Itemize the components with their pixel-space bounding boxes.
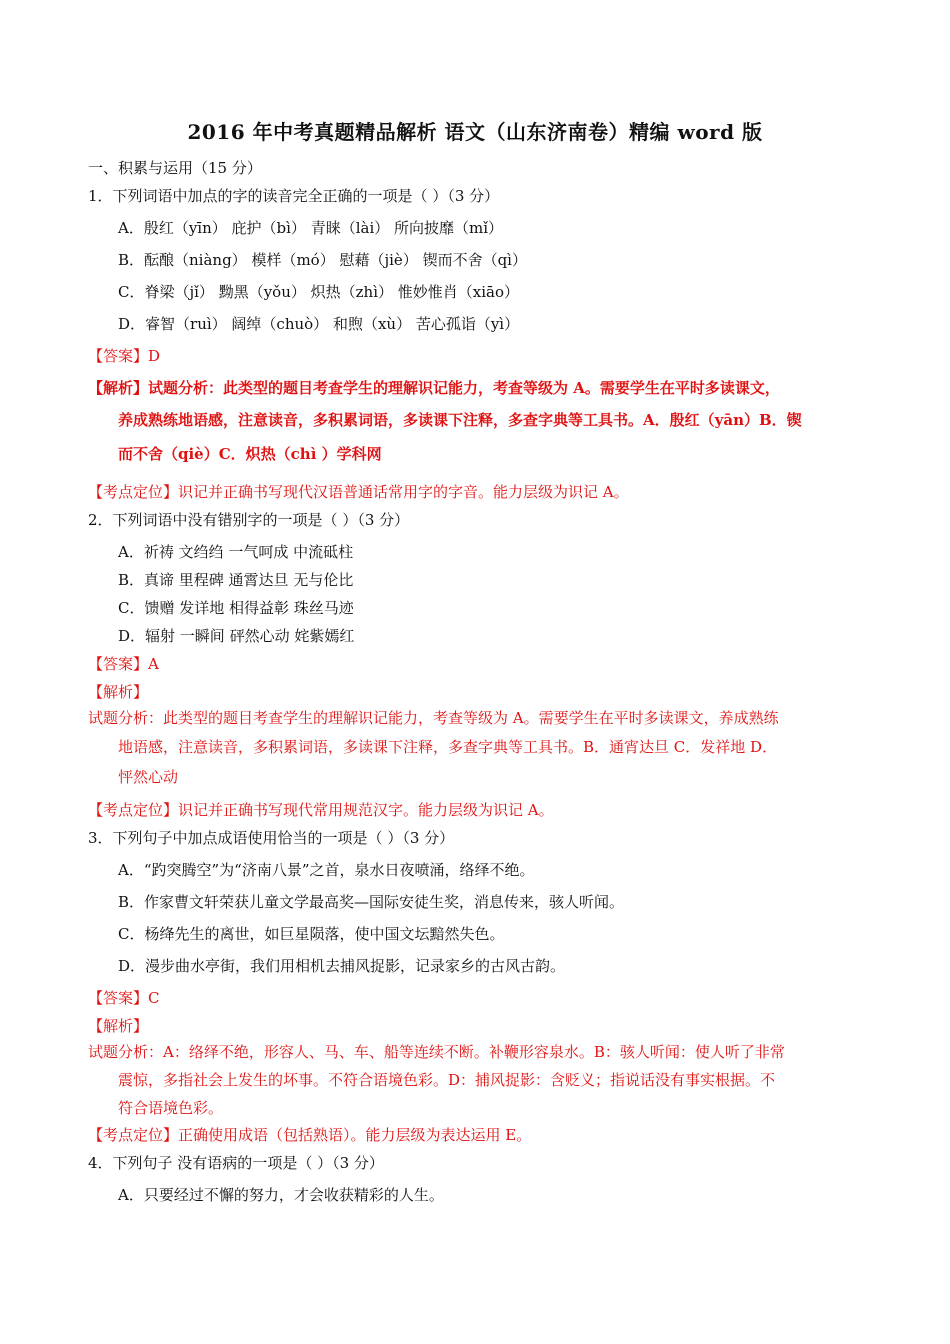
q2-analysis-line-1: 试题分析：此类型的题目考查学生的理解识记能力，考查等级为 A。需要学生在平时多读课文，养成熟练 <box>88 709 779 727</box>
q1-point: 【考点定位】识记并正确书写现代汉语普通话常用字的字音。能力层级为识记 A。 <box>88 483 629 501</box>
q3-analysis-line-3: 符合语境色彩。 <box>118 1099 224 1117</box>
q2-analysis-label: 【解析】 <box>88 683 149 701</box>
q2-option-d: D．辐射 一瞬间 砰然心动 姹紫嫣红 <box>118 627 355 645</box>
q4-option-a: A．只要经过不懈的努力，才会收获精彩的人生。 <box>118 1186 444 1204</box>
q3-answer: 【答案】C <box>88 989 160 1007</box>
q1-analysis-line-1: 【解析】试题分析：此类型的题目考查学生的理解识记能力，考查等级为 A。需要学生在平时多读课文， <box>88 379 780 397</box>
q3-option-d: D．漫步曲水亭街，我们用相机去捕风捉影，记录家乡的古风古韵。 <box>118 957 566 975</box>
q2-analysis-line-2: 地语感，注意读音，多积累词语，多读课下注释，多查字典等工具书。B．通宵达旦 C．发祥地 D． <box>118 738 778 756</box>
q1-option-d: D．睿智（ruì） 阔绰（chuò） 和煦（xù） 苦心孤诣（yì） <box>118 315 520 333</box>
q1-option-c: C．脊梁（jǐ） 黝黑（yǒu） 炽热（zhì） 惟妙惟肖（xiāo） <box>118 283 519 301</box>
section-heading: 一、积累与运用（15 分） <box>88 159 262 177</box>
q2-stem: 2．下列词语中没有错别字的一项是（ ）（3 分） <box>88 511 410 529</box>
q2-analysis-line-3: 怦然心动 <box>118 768 179 786</box>
document-title: 2016 年中考真题精品解析 语文（山东济南卷）精编 word 版 <box>187 120 763 144</box>
q3-option-a: A．“趵突腾空”为“济南八景”之首，泉水日夜喷涌，络绎不绝。 <box>118 861 535 879</box>
q1-analysis-line-2: 养成熟练地语感，注意读音，多积累词语，多读课下注释，多查字典等工具书。A．殷红（yān）B．锲 <box>118 411 802 429</box>
q3-stem: 3．下列句子中加点成语使用恰当的一项是（ ）（3 分） <box>88 829 455 847</box>
q1-analysis-line-3: 而不舍（qiè）C．炽热（chì ）学科网 <box>118 445 382 463</box>
q2-option-c: C．馈赠 发详地 相得益彰 珠丝马迹 <box>118 599 354 617</box>
q3-analysis-line-1: 试题分析：A：络绎不绝，形容人、马、车、船等连续不断。补鞭形容泉水。B：骇人听闻：使人听了非常 <box>88 1043 785 1061</box>
q3-option-b: B．作家曹文轩荣获儿童文学最高奖—国际安徒生奖，消息传来，骇人听闻。 <box>118 893 625 911</box>
q2-option-b: B．真谛 里程碑 通霄达旦 无与伦比 <box>118 571 354 589</box>
q3-analysis-label: 【解析】 <box>88 1017 149 1035</box>
q1-option-a: A．殷红（yīn） 庇护（bì） 青睐（lài） 所向披靡（mǐ） <box>118 219 504 237</box>
q4-stem: 4．下列句子 没有语病的一项是（ ）（3 分） <box>88 1154 384 1172</box>
q1-option-b: B．酝酿（niàng） 模样（mó） 慰藉（jiè） 锲而不舍（qì） <box>118 251 527 269</box>
q2-point: 【考点定位】识记并正确书写现代常用规范汉字。能力层级为识记 A。 <box>88 801 554 819</box>
q2-option-a: A．祈祷 文绉绉 一气呵成 中流砥柱 <box>118 543 354 561</box>
q2-answer: 【答案】A <box>88 655 159 673</box>
q3-analysis-line-2: 震惊，多指社会上发生的坏事。不符合语境色彩。D：捕风捉影：含贬义；指说话没有事实根据。不 <box>118 1071 776 1089</box>
q3-point: 【考点定位】正确使用成语（包括熟语）。能力层级为表达运用 E。 <box>88 1126 532 1144</box>
q3-option-c: C．杨绛先生的离世，如巨星陨落，使中国文坛黯然失色。 <box>118 925 505 943</box>
q1-answer: 【答案】D <box>88 347 161 365</box>
q1-stem: 1．下列词语中加点的字的读音完全正确的一项是（ ）（3 分） <box>88 187 500 205</box>
